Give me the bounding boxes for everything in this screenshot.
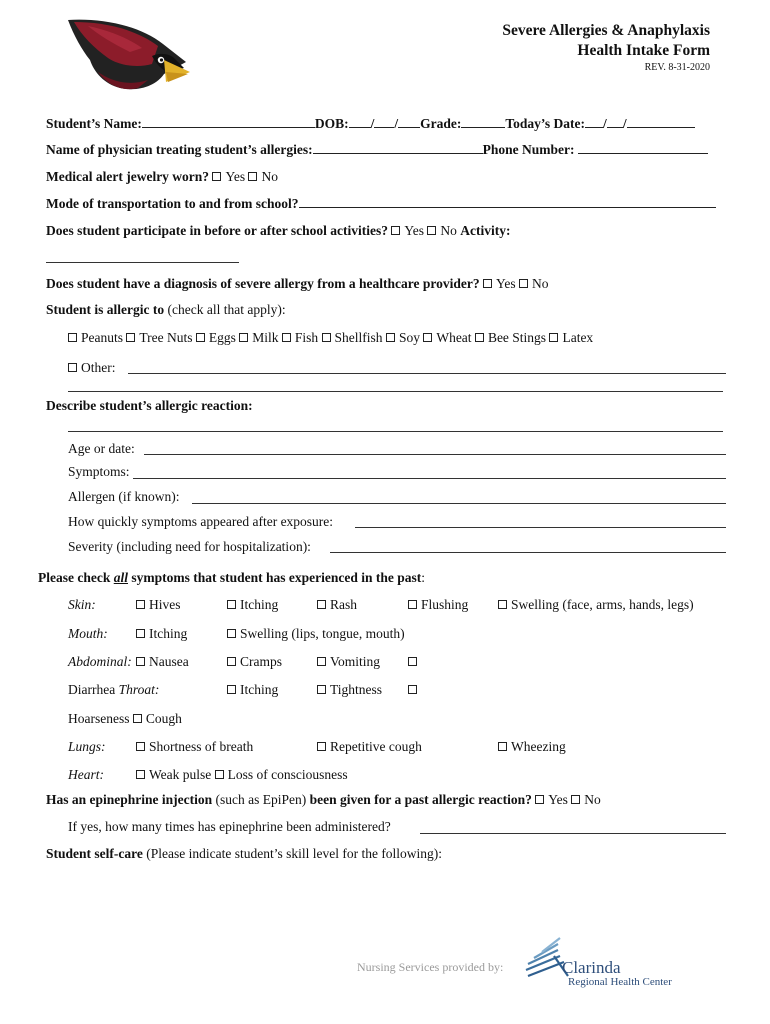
abdominal-vomiting: Vomiting	[317, 654, 380, 670]
today-year-field[interactable]	[627, 115, 695, 128]
skin-rash: Rash	[317, 597, 357, 613]
jewelry-no-checkbox[interactable]	[248, 172, 257, 181]
mouth-itching-checkbox[interactable]	[136, 629, 145, 638]
lungs-wheezing: Wheezing	[498, 739, 566, 755]
nausea-checkbox[interactable]	[136, 657, 145, 666]
throat-itching: Itching	[227, 682, 278, 698]
loss-of-consciousness-checkbox[interactable]	[215, 770, 224, 779]
onset-field[interactable]	[355, 527, 726, 528]
severity-label: Severity (including need for hospitalization):	[68, 539, 311, 554]
abdominal-cramps: Cramps	[227, 654, 282, 670]
heart-label: Heart:	[68, 767, 104, 782]
tightness-checkbox[interactable]	[317, 685, 326, 694]
jewelry-yes-checkbox[interactable]	[212, 172, 221, 181]
dob-month-field[interactable]	[349, 115, 371, 128]
cough-checkbox[interactable]	[133, 714, 142, 723]
student-info-row: Student’s Name: DOB: / / Grade: Today’s Date: / /	[46, 115, 695, 132]
diagnosis-yes-checkbox[interactable]	[483, 279, 492, 288]
cardinal-logo	[68, 16, 192, 94]
cramps-checkbox[interactable]	[227, 657, 236, 666]
hives-checkbox[interactable]	[136, 600, 145, 609]
wheat-checkbox[interactable]	[423, 333, 432, 342]
abdominal-label: Abdominal:	[68, 654, 132, 669]
severity-field[interactable]	[330, 552, 726, 553]
milk-checkbox[interactable]	[239, 333, 248, 342]
activities-row: Does student participate in before or after school activities? Yes No Activity:	[46, 223, 511, 238]
diarrhea-throat-row: Diarrhea Throat:	[68, 682, 160, 697]
mouth-swelling-checkbox[interactable]	[227, 629, 236, 638]
clarinda-logo-name: Clarinda	[562, 958, 621, 977]
today-day-field[interactable]	[607, 115, 623, 128]
flushing-checkbox[interactable]	[408, 600, 417, 609]
shellfish-checkbox[interactable]	[322, 333, 331, 342]
age-label: Age or date:	[68, 441, 135, 456]
hoarseness-checkbox[interactable]	[408, 685, 417, 694]
throat-itching-checkbox[interactable]	[227, 685, 236, 694]
grade-field[interactable]	[461, 115, 505, 128]
mouth-swelling: Swelling (lips, tongue, mouth)	[227, 626, 405, 642]
other-checkbox[interactable]	[68, 363, 77, 372]
onset-label: How quickly symptoms appeared after exposure:	[68, 514, 334, 529]
other-allergen-field[interactable]	[128, 373, 726, 374]
allergen-options: Peanuts Tree Nuts Eggs Milk Fish Shellfish Soy Wheat Bee Stings Latex	[68, 330, 593, 346]
age-field[interactable]	[144, 454, 726, 455]
self-care-row: Student self-care (Please indicate student’s skill level for the following):	[46, 846, 443, 861]
today-month-field[interactable]	[585, 115, 603, 128]
abdominal-nausea: Nausea	[136, 654, 189, 670]
jewelry-row: Medical alert jewelry worn? Yes No	[46, 169, 278, 184]
skin-itching: Itching	[227, 597, 278, 613]
reaction-line[interactable]	[68, 431, 723, 432]
dob-day-field[interactable]	[374, 115, 394, 128]
lungs-label: Lungs:	[68, 739, 106, 754]
throat-tightness: Tightness	[317, 682, 382, 698]
form-title: Severe Allergies & Anaphylaxis	[502, 22, 710, 39]
epinephrine-times-label: If yes, how many times has epinephrine been administered?	[68, 819, 391, 834]
epinephrine-yes-checkbox[interactable]	[535, 795, 544, 804]
student-name-field[interactable]	[142, 115, 315, 128]
fish-checkbox[interactable]	[282, 333, 291, 342]
form-subtitle: Health Intake Form	[577, 42, 710, 59]
skin-flushing: Flushing	[408, 597, 468, 613]
epinephrine-times-field[interactable]	[420, 833, 726, 834]
eggs-checkbox[interactable]	[196, 333, 205, 342]
activity-field[interactable]	[46, 262, 239, 263]
rash-checkbox[interactable]	[317, 600, 326, 609]
clarinda-logo-subtitle: Regional Health Center	[568, 976, 672, 988]
diarrhea-checkbox-wrap	[408, 654, 421, 670]
wheezing-checkbox[interactable]	[498, 742, 507, 751]
allergic-to-row: Student is allergic to (check all that apply):	[46, 302, 286, 317]
vomiting-checkbox[interactable]	[317, 657, 326, 666]
physician-row: Name of physician treating student’s allergies: Phone Number:	[46, 141, 708, 158]
hoarseness-row: Hoarseness Cough	[68, 711, 182, 726]
tree-nuts-checkbox[interactable]	[126, 333, 135, 342]
other-allergen-row: Other:	[68, 360, 116, 376]
mouth-itching: Itching	[136, 626, 187, 642]
weak-pulse-checkbox[interactable]	[136, 770, 145, 779]
diagnosis-row: Does student have a diagnosis of severe allergy from a healthcare provider? Yes No	[46, 276, 549, 291]
activities-no-checkbox[interactable]	[427, 226, 436, 235]
skin-itching-checkbox[interactable]	[227, 600, 236, 609]
transport-row: Mode of transportation to and from school?	[46, 195, 716, 212]
skin-swelling: Swelling (face, arms, hands, legs)	[498, 597, 694, 613]
footer-provided-by: Nursing Services provided by:	[357, 960, 504, 974]
soy-checkbox[interactable]	[386, 333, 395, 342]
bee-stings-checkbox[interactable]	[475, 333, 484, 342]
latex-checkbox[interactable]	[549, 333, 558, 342]
physician-field[interactable]	[313, 141, 483, 154]
reaction-label: Describe student’s allergic reaction:	[46, 398, 253, 413]
phone-field[interactable]	[578, 141, 708, 154]
diarrhea-checkbox[interactable]	[408, 657, 417, 666]
allergen-known-label: Allergen (if known):	[68, 489, 180, 504]
symptoms-heading: Please check all symptoms that student has experienced in the past:	[38, 570, 426, 585]
hoarseness-checkbox-wrap	[408, 682, 421, 698]
transport-field[interactable]	[299, 195, 716, 208]
lungs-shortness: Shortness of breath	[136, 739, 253, 755]
peanuts-checkbox[interactable]	[68, 333, 77, 342]
lungs-cough: Repetitive cough	[317, 739, 422, 755]
epinephrine-row: Has an epinephrine injection (such as EpiPen) been given for a past allergic reaction? Yes No	[46, 792, 601, 807]
skin-swelling-checkbox[interactable]	[498, 600, 507, 609]
skin-label: Skin:	[68, 597, 96, 612]
revision-label: REV. 8-31-2020	[644, 62, 710, 73]
activities-yes-checkbox[interactable]	[391, 226, 400, 235]
shortness-of-breath-checkbox[interactable]	[136, 742, 145, 751]
symptoms-field[interactable]	[133, 478, 726, 479]
repetitive-cough-checkbox[interactable]	[317, 742, 326, 751]
diagnosis-no-checkbox[interactable]	[519, 279, 528, 288]
epinephrine-no-checkbox[interactable]	[571, 795, 580, 804]
symptoms-label: Symptoms:	[68, 464, 130, 479]
heart-row: Weak pulse Loss of consciousness	[136, 767, 348, 783]
mouth-label: Mouth:	[68, 626, 108, 641]
allergen-known-field[interactable]	[192, 503, 726, 504]
skin-hives: Hives	[136, 597, 181, 613]
dob-year-field[interactable]	[398, 115, 420, 128]
other-allergen-line-2[interactable]	[68, 391, 723, 392]
